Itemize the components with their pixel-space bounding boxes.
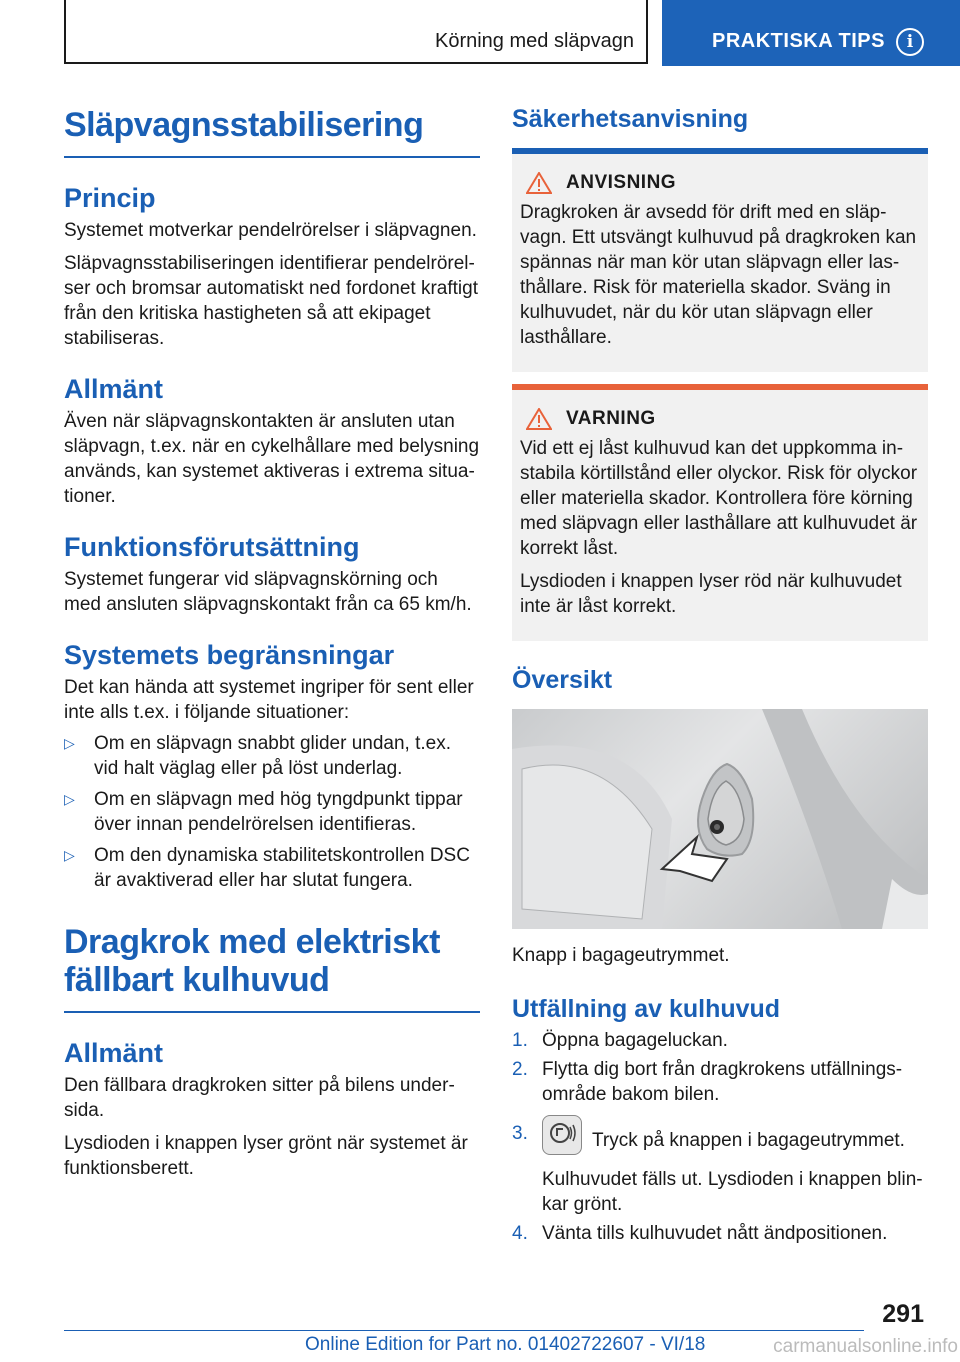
heading-rule: [64, 1011, 480, 1013]
list-item: ▷ Om en släpvagn med hög tyngdpunkt tippar över innan pendelrörelsen identifieras.: [64, 787, 480, 837]
begransningar-text: Det kan hända att systemet ingriper för sent eller inte alls t.ex. i följande situationer:: [64, 677, 474, 723]
photo-caption: Knapp i bagageutrymmet.: [512, 945, 730, 966]
page-number: 291: [882, 1300, 924, 1328]
list-item: ▷ Om den dynamiska stabilitetskontrollen DSC är avaktiverad eller har slutat fungera.: [64, 843, 480, 893]
warning-label: VARNING: [566, 408, 656, 429]
notice-header: [526, 172, 920, 194]
info-icon: i: [896, 28, 924, 56]
list-item: [512, 1121, 928, 1217]
steps-list: [512, 1028, 928, 1246]
step-text: Öppna bagageluckan.: [542, 1030, 728, 1051]
heading-funktionsforutsattning: Funktionsförutsättning: [64, 532, 360, 562]
tow-hook-button-icon: [542, 1115, 582, 1155]
step-number: 2.: [512, 1059, 528, 1080]
step-text: Tryck på knappen i bagageutrymmet.: [592, 1130, 905, 1152]
heading-begransningar: Systemets begränsningar: [64, 640, 395, 670]
warning-header: [526, 408, 920, 430]
warning-text-1: Vid ett ej låst kulhuvud kan det uppkomma instabila körtillstånd eller olyckor. Risk för olyckor eller materiella skador. Kontrollera före körning med släpvagn eller lasthållare att kulhuvudet är korrekt låst.: [520, 438, 918, 559]
warning-box: [512, 384, 928, 641]
header-section-title: Körning med släpvagn: [434, 30, 634, 52]
allmant-text: Även när släpvagnskontakten är ansluten utan släpvagn, t.ex. när en cykelhållare med belysning används, kan systemet aktiveras i extrema situationer.: [64, 411, 480, 507]
heading-trailer-stabilization: Släpvagnsstabilisering: [64, 106, 424, 144]
step-text: Vänta tills kulhuvudet nått ändpositionen.: [542, 1223, 888, 1244]
left-column: [64, 96, 480, 1181]
footer-rule: [64, 1330, 864, 1331]
header-chapter-title: PRAKTISKA TIPS: [712, 30, 885, 52]
step-text: Flytta dig bort från dragkrokens utfällningsområde bakom bilen.: [542, 1059, 903, 1105]
step-extra-text: Kulhuvudet fälls ut. Lysdioden i knappen blinkar grönt.: [542, 1169, 923, 1215]
list-item: [512, 1057, 928, 1107]
header-section-box: [64, 0, 648, 64]
right-column: [512, 96, 928, 1246]
step-number: 1.: [512, 1030, 528, 1051]
trunk-button-photo: [512, 709, 928, 929]
heading-allmant: Allmänt: [64, 374, 164, 404]
step-number: 3.: [512, 1123, 528, 1144]
page-header: [0, 0, 960, 66]
princip-text-2: Släpvagnsstabiliseringen identifierar pendelrörelser och bromsar automatiskt ned fordonet kraftigt från den kritiska hastigheten så att ekipaget stabiliseras.: [64, 253, 478, 349]
step-number: 4.: [512, 1223, 528, 1244]
heading-sakerhetsanvisning: Säkerhetsanvisning: [512, 105, 749, 133]
princip-text-1: Systemet motverkar pendelrörelser i släpvagnen.: [64, 220, 477, 241]
notice-box: [512, 154, 928, 372]
list-item: [512, 1028, 928, 1053]
watermark-text: carmanualsonline.info: [773, 1336, 958, 1357]
header-chapter-box: [662, 0, 960, 66]
list-item: ▷ Om en släpvagn snabbt glider undan, t.ex. vid halt väglag eller på löst underlag.: [64, 731, 480, 781]
warning-text-2: Lysdioden i knappen lyser röd när kulhuvudet inte är låst korrekt.: [520, 571, 902, 617]
heading-rule: [64, 156, 480, 158]
warning-triangle-icon: [526, 408, 552, 430]
allmant2-text-2: Lysdioden i knappen lyser grönt när systemet är funktionsberett.: [64, 1133, 468, 1179]
notice-text: Dragkroken är avsedd för drift med en släpvagn. Ett utsvängt kulhuvud på dragkroken kan spännas när man kör utan släpvagn eller lasthållare. Risk för materiella skador. Sväng in kulhuvudet, när du kör utan släpvagn eller lasthållare.: [520, 202, 917, 348]
heading-oversikt: Översikt: [512, 666, 613, 694]
heading-princip: Princip: [64, 183, 156, 213]
funktion-text: Systemet fungerar vid släpvagnskörning och med ansluten släpvagnskontakt från ca 65 km/h.: [64, 569, 472, 615]
warning-triangle-icon: [526, 172, 552, 194]
heading-dragkrok: Dragkrok med elektriskt fällbart kulhuvud: [64, 923, 440, 999]
allmant2-text-1: Den fällbara dragkroken sitter på bilens undersida.: [64, 1075, 455, 1121]
notice-label: ANVISNING: [566, 172, 677, 193]
heading-allmant-2: Allmänt: [64, 1038, 164, 1068]
heading-utfallning: Utfällning av kulhuvud: [512, 995, 781, 1023]
trunk-photo-illustration: [512, 709, 928, 929]
list-item: [512, 1221, 928, 1246]
footer-edition: Online Edition for Part no. 01402722607 - VI/18: [305, 1334, 706, 1355]
limitations-list: [64, 731, 480, 893]
